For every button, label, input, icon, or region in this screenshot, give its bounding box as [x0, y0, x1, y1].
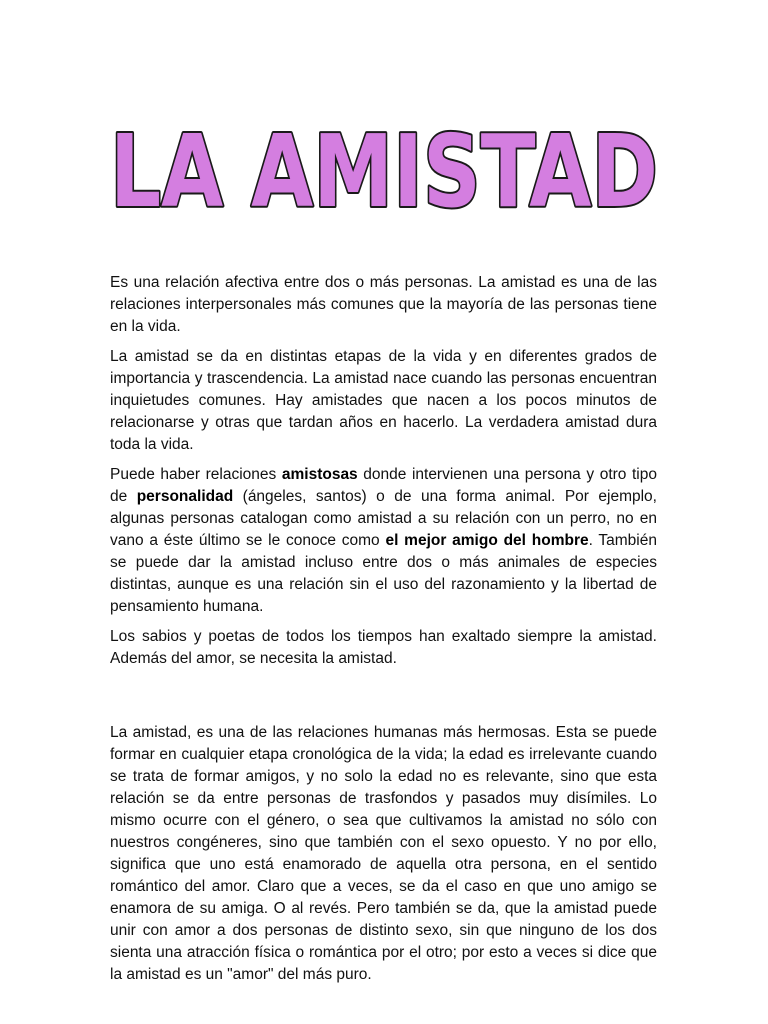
paragraph-3-text-3: (ángeles, santos) o de una forma animal. Por ejemplo, algunas personas catalogan como amistad a su relación con un perro, no en vano a éste último se le conoce como [110, 488, 657, 549]
paragraph-3-text-2: donde intervienen una persona y otro tipo de [110, 466, 657, 505]
document-body [110, 272, 657, 994]
paragraph-1: Es una relación afectiva entre dos o más personas. La amistad es una de las relaciones interpersonales más comunes que la mayoría de las personas tiene en la vida. [110, 274, 657, 335]
paragraph-4: Los sabios y poetas de todos los tiempos han exaltado siempre la amistad. Además del amor, se necesita la amistad. [110, 628, 657, 667]
title-logo [100, 88, 668, 240]
bold-term-amistosas: amistosas [281, 466, 358, 483]
bold-term-personalidad: personalidad [136, 488, 234, 505]
section-spacer [110, 678, 657, 722]
paragraph-3-text-4: . También se puede dar la amistad incluso entre dos o más animales de especies distintas, aunque es una relación sin el uso del razonamiento y la libertad de pensamiento humana. [110, 532, 657, 615]
paragraph-2: La amistad se da en distintas etapas de la vida y en diferentes grados de importancia y trascendencia. La amistad nace cuando las personas encuentran inquietudes comunes. Hay amistades que nacen a los pocos minutos de relacionarse y otras que tardan años en hacerlo. La verdadera amistad dura toda la vida. [110, 348, 657, 453]
paragraph-5: La amistad, es una de las relaciones humanas más hermosas. Esta se puede formar en cualquier etapa cronológica de la vida; la edad es irrelevante cuando se trata de formar amigos, y no solo la edad no es relevante, sino que esta relación se da entre personas de trasfondos y pasados muy disímiles. Lo mismo ocurre con el género, o sea que cultivamos la amistad no sólo con nuestros congéneres, sino que también con el sexo opuesto. Y no por ello, significa que uno está enamorado de aquella otra persona, en el sentido romántico del amor. Claro que a veces, se da el caso en que uno amigo se enamora de su amiga. O al revés. Pero también se da, que la amistad puede unir con amor a dos personas de distinto sexo, sin que ninguno de los dos sienta una atracción física o romántica por el otro; por esto a veces si dice que la amistad es un "amor" del más puro. [110, 724, 657, 983]
paragraph-3-text-1: Puede haber relaciones [110, 466, 282, 483]
paragraph-3 [110, 464, 657, 618]
title-text: LA AMISTAD [110, 113, 658, 230]
title-lettering [100, 88, 668, 240]
bold-term-mejor-amigo: el mejor amigo del hombre [385, 532, 589, 549]
